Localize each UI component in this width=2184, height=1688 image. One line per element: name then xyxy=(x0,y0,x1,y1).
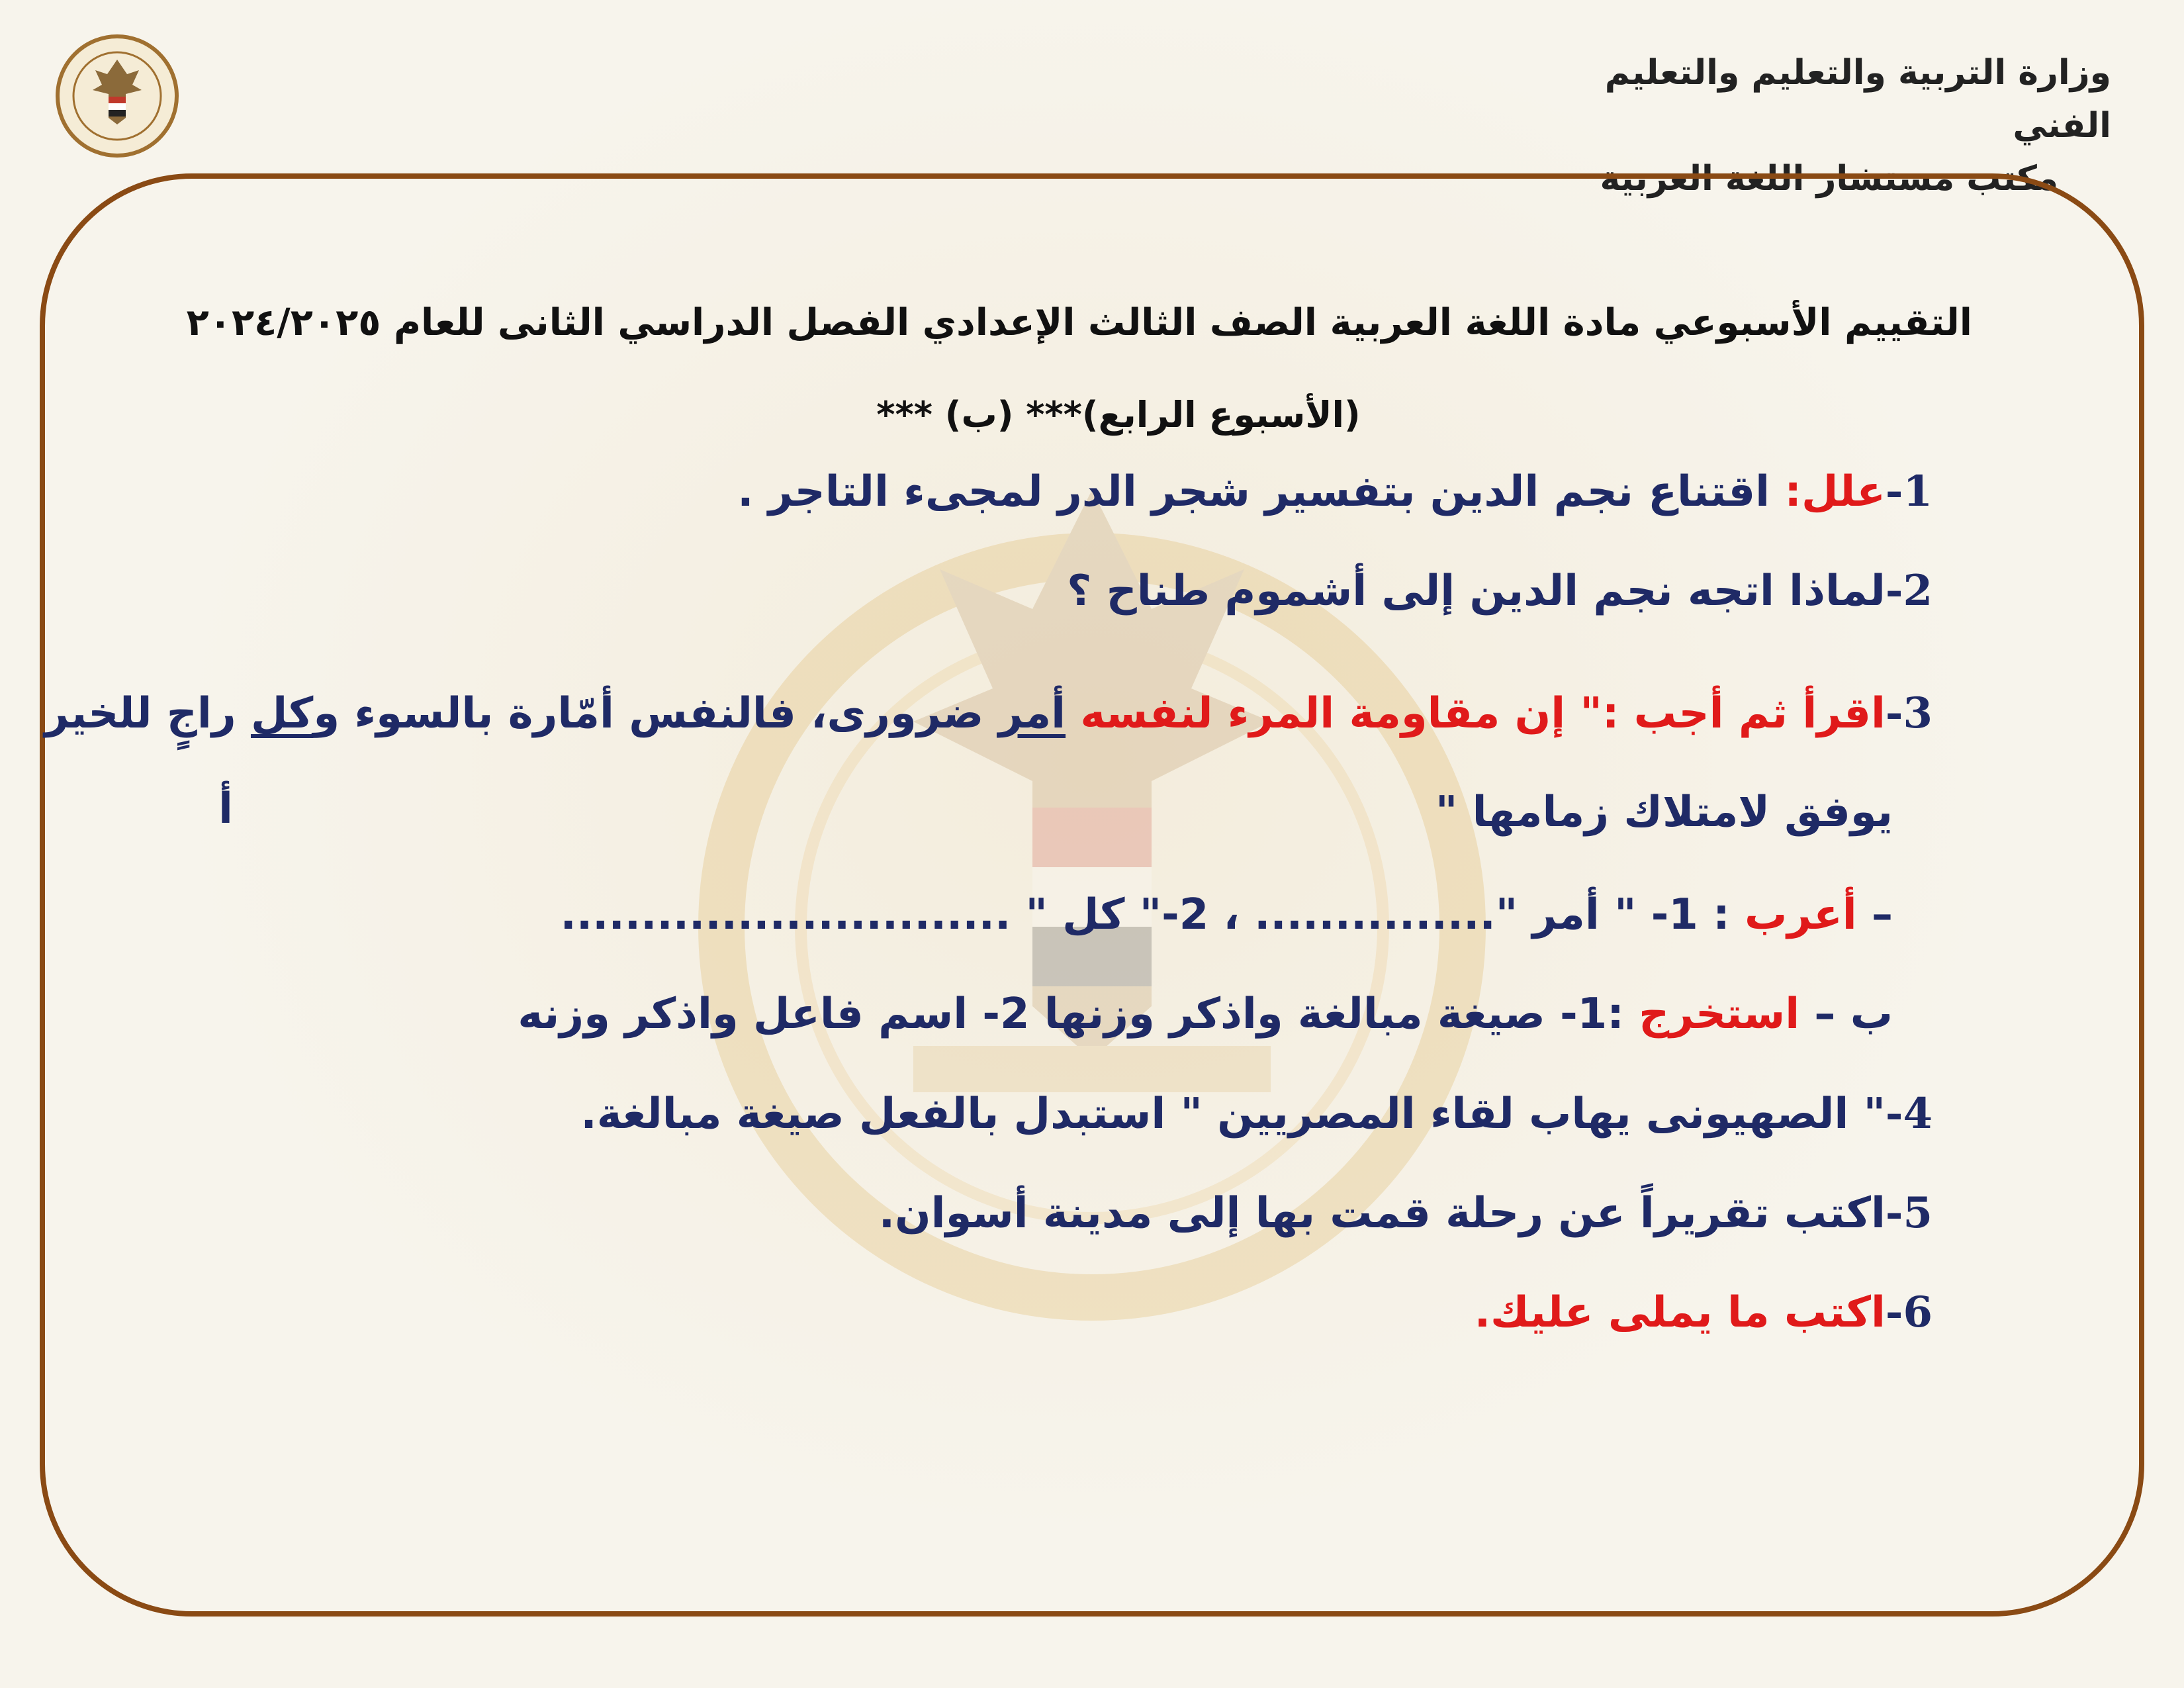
week-subtitle: (الأسبوع الرابع)*** (ب) *** xyxy=(876,394,1361,436)
question-3 xyxy=(44,688,1933,738)
part-b xyxy=(518,990,1893,1039)
part-a-keyword: أعرب xyxy=(1744,890,1857,939)
ministry-seal-icon xyxy=(54,33,180,159)
question-4 xyxy=(580,1089,1933,1139)
question-keyword: علل: xyxy=(1784,467,1886,516)
underlined-word-amr: أمر xyxy=(998,689,1066,738)
question-number: 5- xyxy=(1885,1188,1933,1238)
question-text: اكتب ما يملى عليك. xyxy=(1474,1288,1886,1337)
question-number: 3- xyxy=(1885,688,1933,738)
underlined-word-kul: كل xyxy=(250,689,314,738)
passage-end: راجٍ للخير xyxy=(44,689,251,738)
part-a-text: : 1- " أمر "............... ، 2-" كل " ............................ xyxy=(560,890,1745,939)
question-text: اقتناع نجم الدين بتفسير شجر الدر لمجىء التاجر . xyxy=(737,467,1785,516)
question-keyword: اقرأ ثم أجب : xyxy=(1602,689,1886,738)
part-b-text: :1- صيغة مبالغة واذكر وزنها 2- اسم فاعل واذكر وزنه xyxy=(518,990,1639,1039)
question-text: اكتب تقريراً عن رحلة قمت بها إلى مدينة أسوان. xyxy=(878,1189,1886,1238)
ministry-name: وزارة التربية والتعليم والتعليم الفني xyxy=(1604,53,2111,146)
question-number: 4- xyxy=(1885,1089,1933,1139)
passage-line-2: يوفق لامتلاك زمامها " xyxy=(1435,788,1893,837)
part-a-dash: – xyxy=(1856,890,1893,939)
question-number: 6- xyxy=(1885,1288,1933,1337)
passage-mid: ضرورى، فالنفس أمّارة بالسوء و xyxy=(313,689,999,738)
question-6 xyxy=(1475,1288,1933,1337)
part-a-label: أ xyxy=(218,784,233,833)
question-text: لماذا اتجه نجم الدين إلى أشموم طناح ؟ xyxy=(1067,567,1886,616)
passage-open: " إن مقاومة المرء لنفسه xyxy=(1066,689,1602,738)
question-2 xyxy=(1067,566,1933,616)
question-5 xyxy=(879,1188,1933,1238)
question-1 xyxy=(737,467,1933,516)
question-number: 1- xyxy=(1885,467,1933,516)
office-name: مكتب مستشار اللغة العربية xyxy=(1600,159,2058,199)
part-a xyxy=(561,890,1893,939)
part-b-prefix: ب – xyxy=(1799,990,1893,1039)
part-b-keyword: استخرج xyxy=(1639,990,1800,1039)
page-title: التقييم الأسبوعي مادة اللغة العربية الصف الثالث الإعدادي الفصل الدراسي الثانى للعام ٢٠٢٤/٢٠٢٥ xyxy=(186,301,1972,344)
question-text: " الصهيونى يهاب لقاء المصريين " استبدل بالفعل صيغة مبالغة. xyxy=(580,1090,1886,1139)
question-number: 2- xyxy=(1885,566,1933,616)
